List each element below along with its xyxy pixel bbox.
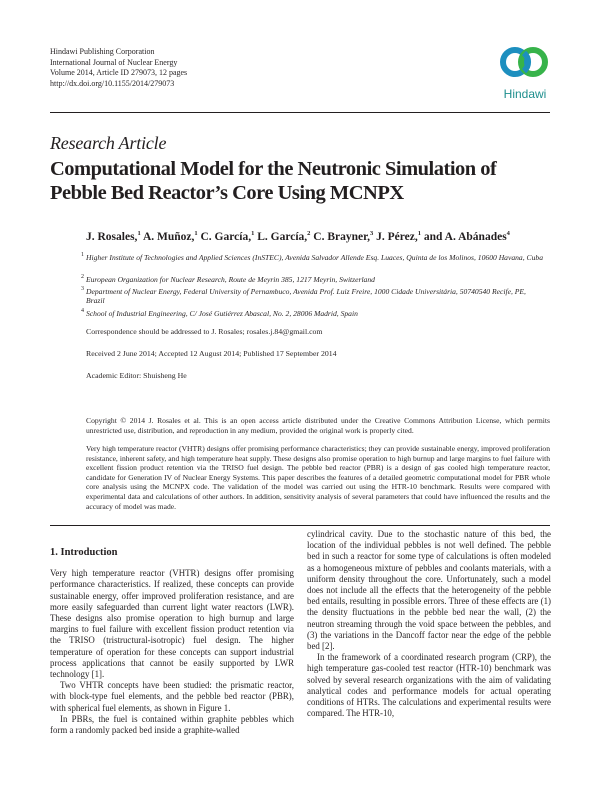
- author-list: [86, 230, 510, 243]
- author: A. Muñoz,$^1$: [142, 230, 198, 243]
- volume-info: Volume 2014, Article ID 279073, 12 pages: [50, 68, 188, 77]
- author: and A. Abánades$^4$: [423, 230, 510, 243]
- paragraph: Two VHTR concepts have been studied: the prismatic reactor, with block-type fuel elements, and the pebble bed reactor (PBR), with spherical fuel elements, as shown in Figure 1.: [50, 680, 294, 713]
- section-heading: 1. Introduction: [50, 547, 118, 558]
- paper-title: Computational Model for the Neutronic Simulation of Pebble Bed Reactor’s Core Using MCNPX: [50, 158, 497, 204]
- publication-dates: Received 2 June 2014; Accepted 12 August 2014; Published 17 September 2014: [86, 349, 337, 358]
- author: C. Brayner,$^3$: [313, 230, 374, 243]
- publisher-name: Hindawi Publishing Corporation: [50, 47, 155, 56]
- journal-name: International Journal of Nuclear Energy: [50, 57, 178, 67]
- academic-editor: Academic Editor: Shuisheng He: [86, 371, 187, 380]
- header-rule: [50, 112, 550, 113]
- abstract: Very high temperature reactor (VHTR) designs offer promising performance characteristics; they can provide sustainable energy, improved proliferation resistance, inherent safety, and high temperature heat supply. These designs also promise operation to high burnup and large margins to fuel failure with excellent fission product retention via the TRISO fuel design. The pebble bed reactor (PBR) is a design of gas cooled high temperature reactor, candidate for Generation IV of Nuclear Energy Systems. This paper describes the features of a detailed geometric computational model for PBR whole core analysis using the MCNPX code. The validation of the model was carried out using the HTR-10 benchmark. Results were compared with experimental data and calculations of other authors. In addition, sensitivity analysis of several parameters that could have influenced the results and the accuracy of model was made.: [86, 444, 550, 511]
- journal-header: [50, 47, 187, 89]
- copyright-notice: Copyright © 2014 J. Rosales et al. This is an open access article distributed under the Creative Commons Attribution License, which permits unrestricted use, distribution, and reproduction in any medium, provided the original work is properly cited.: [86, 416, 550, 435]
- abstract-rule: [50, 525, 550, 526]
- affiliation: 2 European Organization for Nuclear Research, Route de Meyrin 385, 1217 Meyrin, Switzerland: [81, 274, 375, 284]
- author: J. Rosales,$^1$: [86, 230, 141, 243]
- affiliation: 1 Higher Institute of Technologies and Applied Sciences (InSTEC), Avenida Salvador Allende Esq. Luaces, Quinta de los Molinos, 10600 Havana, Cuba: [81, 252, 543, 262]
- body-column-left: [50, 547, 294, 736]
- hindawi-logo: [493, 40, 557, 101]
- logo-text: Hindawi: [503, 87, 547, 101]
- paragraph: In the framework of a coordinated research program (CRP), the high temperature gas-cooled test reactor (HTR-10) benchmark was solved by several research organizations with the aim of validating analytical codes and performance models for actual operating conditions of HTRs. The calculations and experimental results were compared. The HTR-10,: [307, 652, 551, 719]
- correspondence: Correspondence should be addressed to J. Rosales; rosales.j.84@gmail.com: [86, 327, 323, 336]
- affiliation: 3 Department of Nuclear Energy, Federal University of Pernambuco, Avenida Prof. Luiz Freire, 1000 Cidade Universitária, 50740540 Recife, PE, Brazil: [81, 286, 526, 306]
- author: C. García,$^1$: [200, 230, 255, 243]
- paragraph: Very high temperature reactor (VHTR) designs offer promising performance characteristics. If realized, these concepts can provide sustainable energy, offer improved proliferation resistance, and are more easily safeguarded than current light water reactors (LWR). These designs also promise operation to high burnup and large margins to fuel failure with excellent fission product retention via the TRISO (tristructural-isotropic) fuel design. The higher temperature of operation for these concepts can support industrial process applications that cannot be easily supported by LWR technology [1].: [50, 568, 294, 680]
- doi-link[interactable]: http://dx.doi.org/10.1155/2014/279073: [50, 78, 175, 88]
- hindawi-logo-icon: [493, 40, 557, 84]
- article-type: Research Article: [50, 133, 167, 153]
- author: L. García,$^2$: [257, 230, 311, 243]
- affiliation: 4 School of Industrial Engineering, C/ José Gutiérrez Abascal, No. 2, 28006 Madrid, Spain: [81, 308, 358, 318]
- paragraph: In PBRs, the fuel is contained within graphite pebbles which form a randomly packed bed inside a graphite-walled: [50, 713, 294, 736]
- body-column-right: [307, 529, 551, 719]
- paragraph: cylindrical cavity. Due to the stochastic nature of this bed, the location of the individual pebbles is not well defined. The pebble bed in such a reactor for some type of calculations is often modeled as a homogeneous mixture of pebbles and coolants materials, with a uniform density throughout the core. Unfortunately, such a model does not include all the effects that the heterogeneity of the pebble bed entails, resulting in possible errors. Three of these effects are (1) the density fluctuations in the pebble bed near the wall, (2) the neutron streaming through the void space between the pebbles, and (3) the variations in the Dancoff factor near the edge of the pebble bed [2].: [307, 529, 551, 652]
- author: J. Pérez,$^1$: [376, 230, 422, 243]
